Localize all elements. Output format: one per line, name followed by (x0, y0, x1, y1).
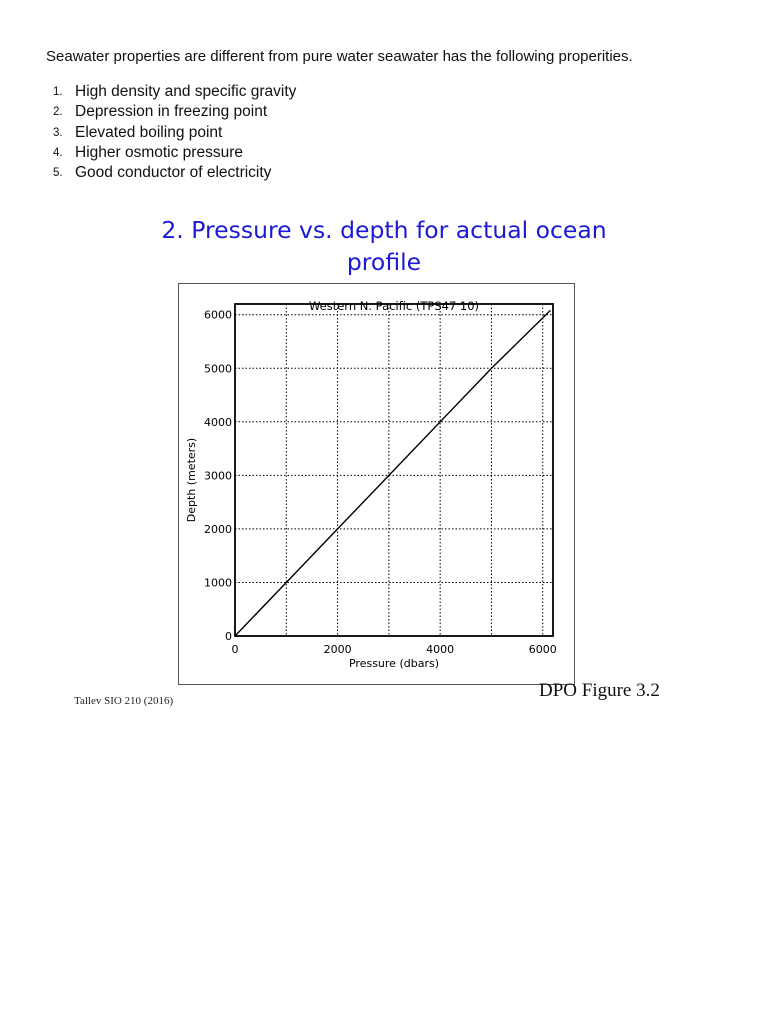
figure-caption: DPO Figure 3.2 (539, 680, 660, 701)
figure-credit: Tallev SIO 210 (2016) (74, 695, 174, 707)
list-number: 5. (53, 167, 63, 180)
chart-figure (178, 283, 575, 685)
list-number: 2. (53, 106, 63, 119)
y-tick-label: 5000 (204, 362, 232, 376)
x-axis-label: Pressure (dbars) (348, 657, 440, 670)
list-item (46, 143, 296, 163)
list-item (46, 82, 296, 102)
list-number: 1. (53, 86, 63, 99)
list-item-text: High density and specific gravity (75, 83, 297, 101)
list-item (46, 163, 296, 183)
list-item-text: Elevated boiling point (75, 123, 223, 141)
slide-title (120, 214, 648, 278)
list-item-text: Good conductor of electricity (75, 164, 272, 182)
y-tick-label: 2000 (204, 522, 232, 536)
list-item-text: Higher osmotic pressure (75, 143, 243, 161)
x-tick-label: 4000 (426, 643, 455, 656)
y-axis-label: Depth (meters) (185, 437, 198, 523)
y-tick-label: 3000 (204, 469, 232, 483)
y-tick-label: 4000 (204, 415, 232, 429)
x-tick-label: 2000 (323, 643, 352, 656)
properties-list (46, 82, 296, 183)
list-item (46, 123, 296, 143)
intro-text: Seawater properties are different from pure water seawater has the following properities. (46, 48, 633, 65)
list-number: 4. (53, 146, 63, 159)
y-tick-label: 0 (225, 630, 232, 643)
list-item (46, 102, 296, 122)
chart-title: Western N. Pacific (TPS47 10) (308, 299, 480, 313)
slide-title-line-2: profile (346, 248, 422, 276)
x-tick-label: 6000 (528, 643, 557, 656)
list-item-text: Depression in freezing point (75, 103, 268, 121)
list-number: 3. (53, 126, 63, 139)
y-tick-label: 6000 (204, 308, 232, 322)
chart-svg (179, 284, 576, 686)
slide-title-line-1: 2. Pressure vs. depth for actual ocean (161, 216, 607, 244)
x-tick-label: 0 (231, 643, 239, 656)
y-tick-label: 1000 (204, 576, 232, 590)
series-line (235, 310, 550, 636)
